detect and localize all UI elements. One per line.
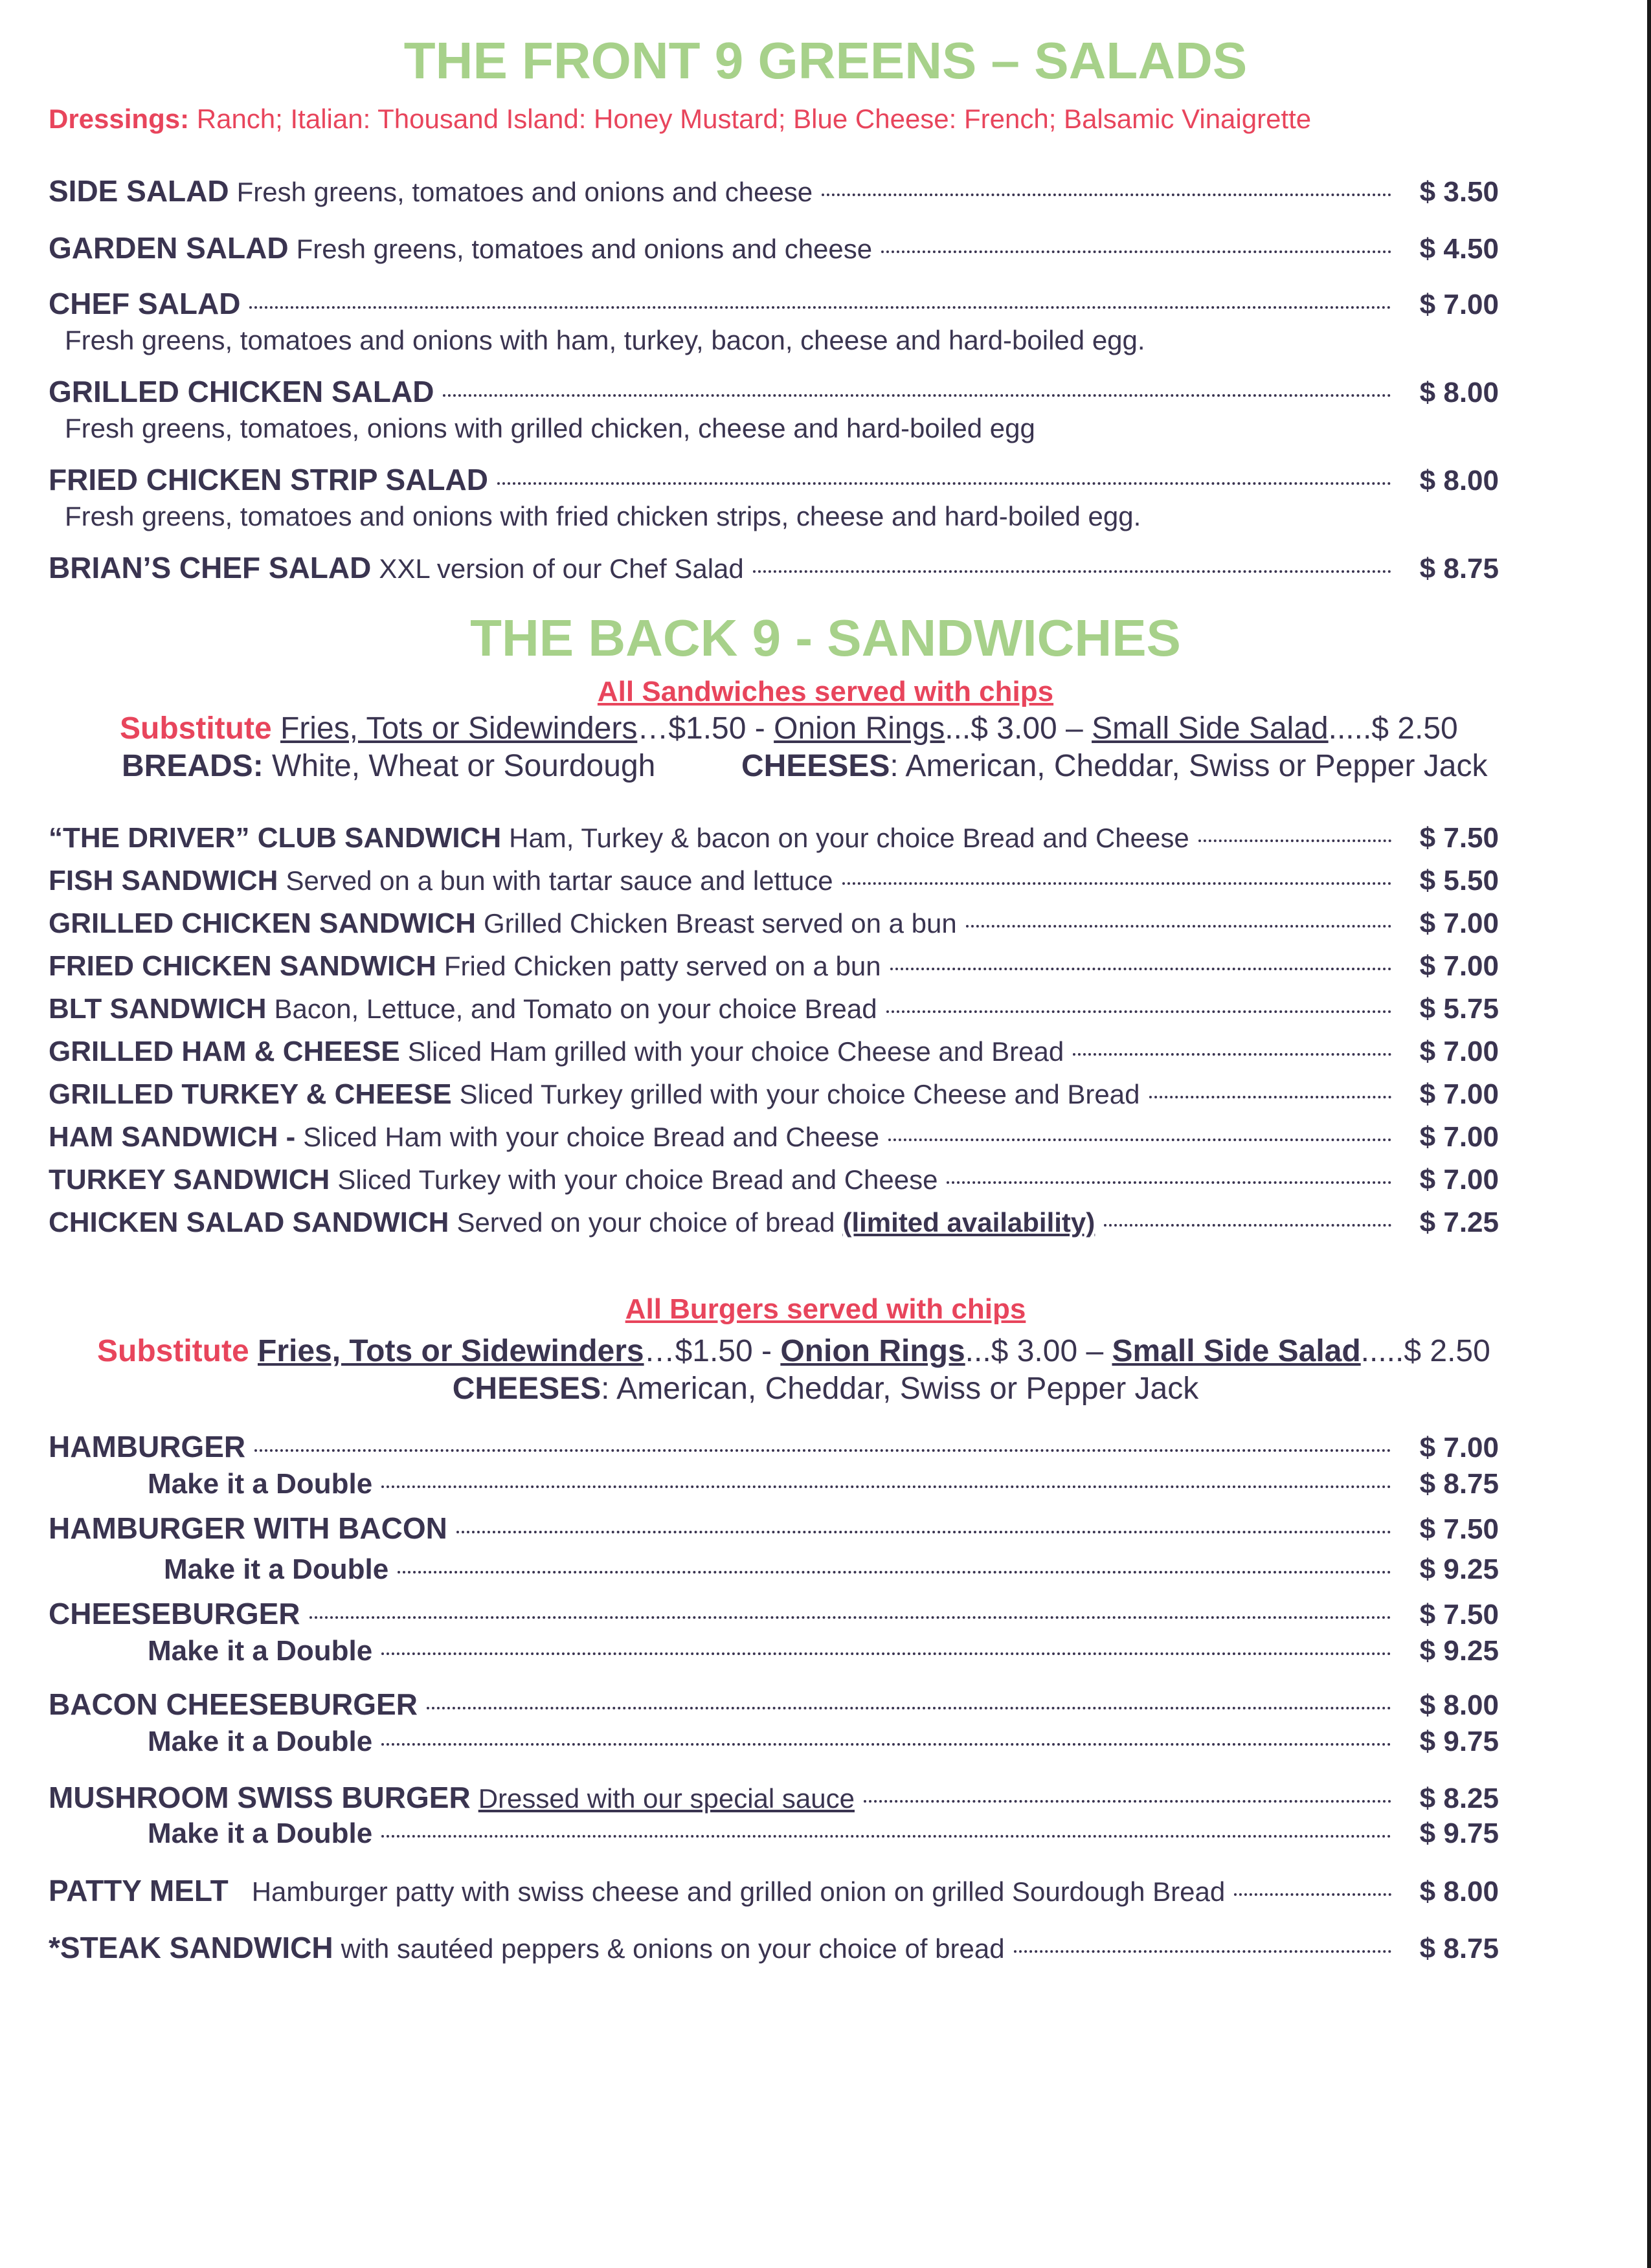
item-desc-highlight: your choice Bread — [658, 994, 877, 1024]
dot-leader — [966, 925, 1391, 928]
menu-item-bacon-cheeseburger — [49, 1687, 1499, 1722]
item-name: BACON CHEESEBURGER — [49, 1687, 418, 1721]
cheeses-label: CHEESES — [452, 1372, 601, 1406]
item-note: Fresh greens, tomatoes and onions with fried chicken strips, cheese and hard-boiled egg. — [65, 501, 1141, 531]
item-name: GRILLED CHICKEN SANDWICH — [49, 907, 476, 939]
double-option — [148, 1635, 1499, 1667]
double-label: Make it a Double — [164, 1553, 389, 1585]
item-price: $ 8.00 — [1419, 1876, 1499, 1907]
item-price: $ 7.00 — [1419, 950, 1499, 982]
dot-leader — [822, 194, 1391, 196]
item-price: $ 7.50 — [1419, 1599, 1499, 1630]
item-name: SIDE SALAD — [49, 174, 229, 208]
item-name: GRILLED TURKEY & CHEESE — [49, 1078, 452, 1110]
substitute-option: Onion Rings — [774, 711, 945, 746]
item-name: GARDEN SALAD — [49, 231, 289, 265]
dot-leader — [398, 1571, 1391, 1573]
substitute-option: Fries, Tots or Sidewinders — [258, 1334, 644, 1368]
substitute-price: ...$ 3.00 – — [945, 711, 1092, 746]
menu-item-fried-chicken-sandwich — [49, 950, 1499, 983]
item-price: $ 7.25 — [1419, 1206, 1499, 1238]
item-name: FRIED CHICKEN SANDWICH — [49, 950, 436, 982]
item-price: $ 8.75 — [1419, 553, 1499, 584]
item-price: $ 4.50 — [1419, 233, 1499, 265]
item-price: $ 8.00 — [1419, 377, 1499, 408]
menu-item-hamburger-with-bacon — [49, 1511, 1499, 1546]
double-option — [148, 1818, 1499, 1850]
substitute-label: Substitute — [97, 1334, 249, 1368]
menu-item-driver-club-sandwich — [49, 822, 1499, 854]
double-label: Make it a Double — [148, 1635, 373, 1667]
menu-item-mushroom-swiss-burger — [49, 1780, 1499, 1815]
double-price: $ 9.25 — [1419, 1553, 1499, 1585]
dressings-line — [49, 104, 1311, 135]
item-name: GRILLED CHICKEN SALAD — [49, 375, 434, 408]
substitute-option: Onion Rings — [780, 1334, 965, 1368]
substitute-option: Fries, Tots or Sidewinders — [280, 711, 638, 746]
item-desc: Dressed with our special sauce — [478, 1783, 855, 1814]
item-name: CHEF SALAD — [49, 287, 241, 320]
burger-cheeses-line — [0, 1371, 1651, 1406]
menu-item-garden-salad — [49, 230, 1499, 265]
scan-edge — [1647, 0, 1651, 2268]
double-price: $ 9.75 — [1419, 1726, 1499, 1757]
menu-item-cheeseburger — [49, 1596, 1499, 1631]
item-price: $ 8.00 — [1419, 1689, 1499, 1721]
dot-leader — [1198, 839, 1391, 842]
menu-item-side-salad — [49, 173, 1499, 208]
item-name: FRIED CHICKEN STRIP SALAD — [49, 463, 488, 496]
menu-item-fried-chicken-strip-salad — [49, 462, 1499, 497]
limited-availability-note: (limited availability) — [842, 1207, 1095, 1238]
menu-item-grilled-ham-cheese — [49, 1036, 1499, 1068]
dot-leader — [886, 1010, 1391, 1013]
item-desc: Ham, Turkey & bacon on your choice Bread and Cheese — [509, 823, 1189, 853]
dot-leader — [427, 1707, 1391, 1709]
item-desc: Sliced Turkey grilled with — [459, 1079, 759, 1109]
item-desc: with sautéed peppers & onions on your choice of bread — [341, 1933, 1005, 1964]
menu-item-grilled-chicken-salad — [49, 374, 1499, 409]
double-price: $ 8.75 — [1419, 1468, 1499, 1500]
double-price: $ 9.75 — [1419, 1818, 1499, 1849]
item-price: $ 7.00 — [1419, 907, 1499, 939]
item-note: Fresh greens, tomatoes and onions with ham, turkey, bacon, cheese and hard-boiled egg. — [65, 325, 1145, 355]
item-price: $ 8.75 — [1419, 1933, 1499, 1964]
menu-item-chicken-salad-sandwich — [49, 1206, 1499, 1239]
double-price: $ 9.25 — [1419, 1635, 1499, 1667]
menu-item-grilled-turkey-cheese — [49, 1078, 1499, 1111]
item-name: FISH SANDWICH — [49, 865, 278, 896]
substitute-price: .....$ 2.50 — [1360, 1334, 1490, 1368]
item-price: $ 8.25 — [1419, 1783, 1499, 1814]
item-name: HAMBURGER — [49, 1430, 246, 1463]
dot-leader — [864, 1800, 1391, 1803]
sandwiches-served-with: All Sandwiches served with chips — [597, 676, 1054, 707]
sandwich-substitute-line — [120, 711, 1458, 746]
sandwiches-title: THE BACK 9 - SANDWICHES — [470, 609, 1181, 667]
dot-leader — [888, 1139, 1391, 1141]
item-name: CHICKEN SALAD SANDWICH — [49, 1206, 449, 1238]
item-name: BRIAN’S CHEF SALAD — [49, 551, 372, 584]
menu-item-blt-sandwich — [49, 993, 1499, 1025]
menu-item-brians-chef-salad — [49, 550, 1499, 585]
item-desc: Served on — [456, 1207, 581, 1238]
cheeses-options: : American, Cheddar, Swiss or Pepper Jack — [601, 1372, 1199, 1406]
menu-item-patty-melt — [49, 1873, 1499, 1908]
item-desc-highlight: your choice Cheese and Bread — [766, 1079, 1140, 1109]
dot-leader — [381, 1485, 1391, 1488]
item-price: $ 7.00 — [1419, 1432, 1499, 1463]
dot-leader — [443, 394, 1391, 397]
item-name: CHEESEBURGER — [49, 1597, 300, 1630]
item-desc: Hamburger patty with swiss cheese and grilled onion on grilled Sourdough Bread — [251, 1876, 1226, 1907]
substitute-price: …$1.50 - — [637, 711, 774, 746]
dot-leader — [1073, 1053, 1391, 1056]
dot-leader — [381, 1743, 1391, 1746]
breads-options: White, Wheat or Sourdough — [272, 749, 656, 783]
dressings-label: Dressings: — [49, 104, 190, 134]
menu-item-hamburger — [49, 1429, 1499, 1464]
item-price: $ 7.50 — [1419, 1513, 1499, 1545]
dot-leader — [381, 1835, 1391, 1838]
item-name: HAM SANDWICH - — [49, 1121, 296, 1153]
dot-leader — [1149, 1096, 1392, 1098]
substitute-price: …$1.50 - — [644, 1334, 781, 1368]
item-price: $ 7.00 — [1419, 1121, 1499, 1153]
double-label: Make it a Double — [148, 1726, 373, 1757]
item-name: PATTY MELT — [49, 1874, 229, 1907]
item-name: GRILLED HAM & CHEESE — [49, 1036, 400, 1067]
item-name: “THE DRIVER” CLUB SANDWICH — [49, 822, 502, 854]
item-desc: Grilled Chicken Breast served on a bun — [483, 908, 957, 939]
double-option — [148, 1726, 1499, 1758]
item-desc: Bacon, Lettuce, and Tomato on — [274, 994, 651, 1024]
item-desc-highlight: your choice Bread and Cheese — [564, 1164, 938, 1195]
substitute-option: Small Side Salad — [1112, 1334, 1361, 1368]
dot-leader — [881, 250, 1391, 253]
item-name: BLT SANDWICH — [49, 993, 267, 1025]
item-price: $ 7.00 — [1419, 1164, 1499, 1195]
substitute-price: ...$ 3.00 – — [965, 1334, 1112, 1368]
item-desc: XXL version of our Chef Salad — [379, 553, 744, 584]
menu-item-turkey-sandwich — [49, 1164, 1499, 1196]
item-desc: Fresh greens, tomatoes and onions and cheese — [296, 234, 873, 264]
item-price: $ 5.75 — [1419, 993, 1499, 1025]
burger-substitute-line — [97, 1333, 1490, 1369]
dot-leader — [1234, 1893, 1391, 1896]
substitute-label: Substitute — [120, 711, 272, 746]
substitute-option: Small Side Salad — [1092, 711, 1329, 746]
item-price: $ 5.50 — [1419, 865, 1499, 896]
item-price: $ 8.00 — [1419, 465, 1499, 496]
dot-leader — [890, 968, 1391, 970]
item-desc: Sliced Ham with — [303, 1122, 499, 1152]
cheeses-options: : American, Cheddar, Swiss or Pepper Jack — [890, 749, 1488, 783]
dot-leader — [842, 882, 1391, 885]
menu-item-grilled-chicken-sandwich — [49, 907, 1499, 940]
item-price: $ 7.00 — [1419, 1078, 1499, 1110]
item-price: $ 3.50 — [1419, 176, 1499, 208]
dressings-text: Ranch; Italian: Thousand Island: Honey Mustard; Blue Cheese: French; Balsamic Vinaigrette — [196, 104, 1312, 134]
cheeses-label: CHEESES — [741, 749, 890, 783]
item-desc-highlight: your choice Bread and Cheese — [506, 1122, 880, 1152]
dot-leader — [1014, 1950, 1391, 1953]
double-option — [148, 1468, 1499, 1500]
dot-leader — [381, 1652, 1391, 1655]
dot-leader — [497, 482, 1391, 485]
item-price: $ 7.00 — [1419, 1036, 1499, 1067]
salads-title: THE FRONT 9 GREENS – SALADS — [403, 32, 1248, 89]
item-name: HAMBURGER WITH BACON — [49, 1511, 447, 1545]
double-label: Make it a Double — [148, 1818, 373, 1849]
dot-leader — [947, 1181, 1391, 1184]
item-name: TURKEY SANDWICH — [49, 1164, 330, 1195]
item-note: Fresh greens, tomatoes, onions with grilled chicken, cheese and hard-boiled egg — [65, 413, 1035, 443]
breads-line — [122, 748, 655, 784]
item-name: MUSHROOM SWISS BURGER — [49, 1781, 471, 1814]
item-price: $ 7.00 — [1419, 289, 1499, 320]
breads-label: BREADS: — [122, 749, 264, 783]
item-desc: Sliced Ham grilled with — [407, 1036, 683, 1067]
dot-leader — [249, 306, 1391, 309]
dot-leader — [456, 1531, 1391, 1533]
menu-item-chef-salad — [49, 286, 1499, 321]
item-desc: Fried Chicken patty served on a bun — [444, 951, 881, 981]
item-desc: Served on a bun with tartar sauce and lettuce — [286, 865, 833, 896]
item-desc: Sliced Turkey with — [337, 1164, 557, 1195]
item-name: *STEAK SANDWICH — [49, 1931, 333, 1964]
item-desc-highlight: your choice of bread — [588, 1207, 835, 1238]
dot-leader — [1104, 1224, 1391, 1227]
substitute-price: .....$ 2.50 — [1328, 711, 1458, 746]
item-desc: Fresh greens, tomatoes and onions and cheese — [236, 177, 813, 207]
item-price: $ 7.50 — [1419, 822, 1499, 854]
dot-leader — [753, 570, 1391, 573]
double-label: Make it a Double — [148, 1468, 373, 1500]
burgers-served-with: All Burgers served with chips — [625, 1293, 1026, 1325]
dot-leader — [309, 1616, 1391, 1619]
dot-leader — [254, 1449, 1391, 1452]
menu-item-ham-sandwich — [49, 1121, 1499, 1153]
menu-item-fish-sandwich — [49, 865, 1499, 897]
cheeses-line — [741, 748, 1488, 784]
double-option — [164, 1553, 1499, 1586]
menu-item-steak-sandwich — [49, 1930, 1499, 1965]
item-desc-highlight: your choice Cheese and Bread — [690, 1036, 1064, 1067]
